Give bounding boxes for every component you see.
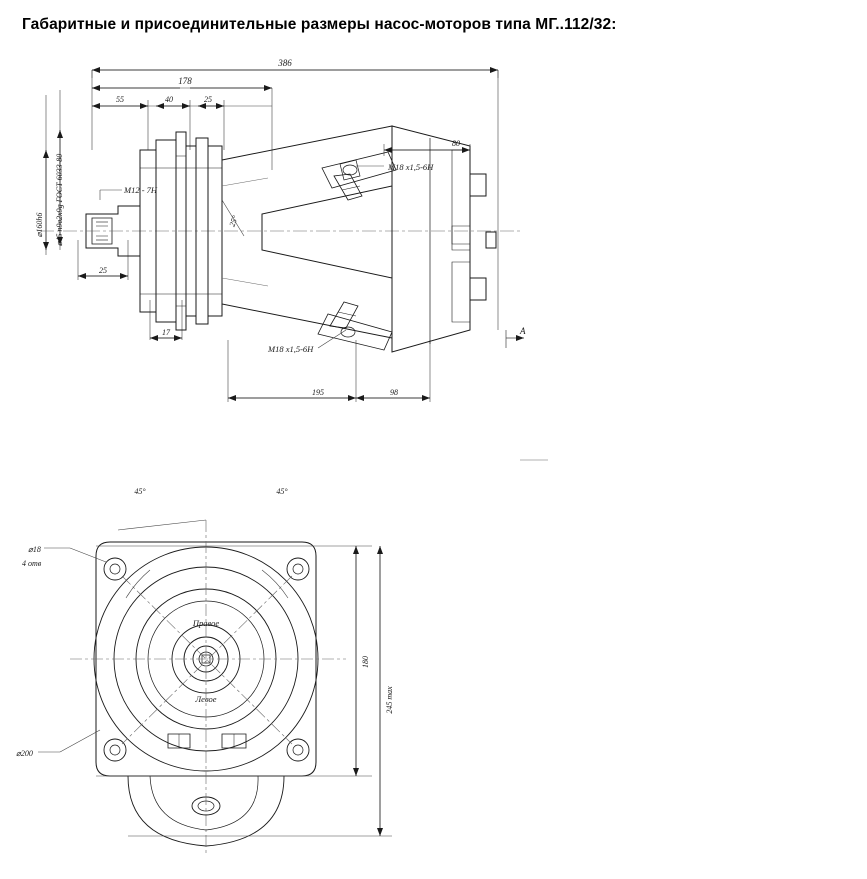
dim-178: 178: [178, 76, 192, 86]
dim-80: 80: [452, 139, 460, 148]
dim-angle-25: 25°: [227, 214, 240, 228]
label-spline-gost: ⌀45 n9в2х9g ГОСТ 6033-80: [55, 153, 64, 247]
dim-386: 386: [278, 58, 292, 68]
top-view-group: [40, 70, 548, 460]
bottom-view-group: [38, 520, 392, 856]
dim-angle-right-45: 45°: [276, 487, 288, 496]
page-title: Габаритные и присоединительные размеры насос-моторов типа МГ..112/32:: [22, 16, 617, 33]
dim-17: 17: [162, 328, 170, 337]
dim-25-top: 25: [204, 95, 212, 104]
dim-pilot-dia-200: ⌀200: [16, 749, 33, 758]
dim-245-max: 245 max: [385, 686, 394, 714]
label-rotation-reverse: Левое: [195, 694, 217, 704]
dim-hole-count: 4 отв: [22, 559, 42, 568]
label-bore-dia: ⌀160h6: [35, 212, 44, 238]
dim-55: 55: [116, 95, 124, 104]
label-thread-lower: M18 x1,5-6H: [268, 344, 314, 354]
label-thread-m12: M12 - 7H: [124, 185, 158, 195]
dim-40: 40: [165, 95, 173, 104]
top-view-labels: [35, 58, 526, 397]
dim-hole-dia-18: ⌀18: [28, 545, 41, 554]
dim-25-shaft: 25: [99, 266, 107, 275]
bottom-view-labels: [16, 487, 394, 758]
label-section-arrow-a: A: [520, 326, 526, 336]
label-rotation-forward: Правое: [192, 618, 220, 628]
dim-195: 195: [312, 388, 324, 397]
label-thread-upper: M18 x1,5-6H: [388, 162, 434, 172]
dim-angle-left-45: 45°: [134, 487, 146, 496]
dim-180: 180: [361, 656, 370, 668]
dim-98: 98: [390, 388, 398, 397]
